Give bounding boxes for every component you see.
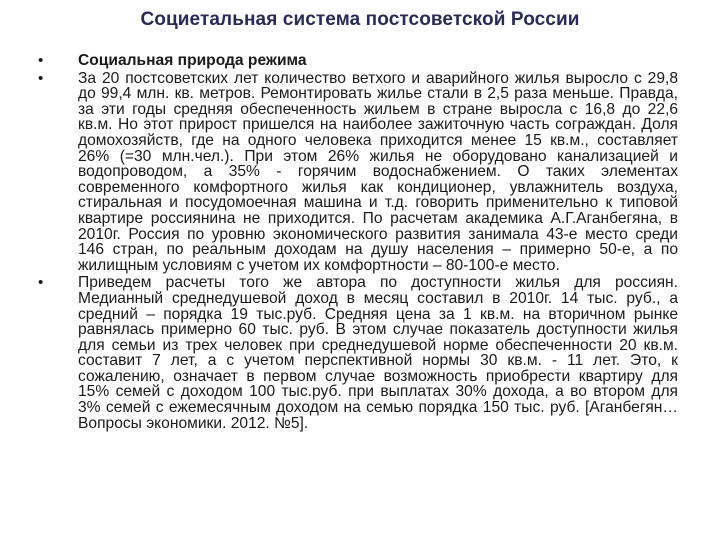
slide-title: Социетальная система постсоветской России — [140, 9, 580, 30]
bullet-item-affordability — [38, 275, 678, 431]
bullet-item-heading — [38, 53, 678, 69]
bullet-text: За 20 постсоветских лет количество ветхого и аварийного жилья выросло с 29,8 до 99,4 млн. кв. метров. Ремонтировать жилье стали в 2,5 раза меньше. Правда, за эти годы средняя обеспеченность жильем в стране выросла с 16,8 до 22,6 кв.м. Но этот прирост пришелся на наиболее зажиточную часть сограждан. Доля домохозяйств, где на одного человека приходится менее 15 кв.м., составляет 26% (=30 млн.чел.). При этом 26% жилья не оборудовано канализацией и водопроводом, а 35% - горячим водоснабжением. О таких элементах современного комфортного жилья как кондиционер, увлажнитель воздуха, стиральная и посудомоечная машина и т.д. говорить применительно к типовой квартире россиянина не приходится. По расчетам академика А.Г.Аганбегяна, в 2010г. Россия по уровню экономического развития занимала 43-е место среди 146 стран, по реальным доходам на душу населения – примерно 50-е, а по жилищным условиям с учетом их комфортности – 80-100-е место. — [78, 69, 678, 274]
bullet-dot-icon: • — [38, 69, 44, 87]
bullet-text: Приведем расчеты того же автора по доступности жилья для россиян. Медианный среднедушевой доход в месяц составил в 2010г. 14 тыс. руб., а средний – порядка 19 тыс.руб. Средняя цена за 1 кв.м. на вторичном рынке равнялась примерно 60 тыс. руб. В этом случае показатель доступности жилья для семьи из трех человек при среднедушевой норме обеспеченности 20 кв.м. составит 7 лет, а с учетом перспективной нормы 30 кв.м. - 11 лет. Это, к сожалению, означает в первом случае возможность приобрести квартиру для 15% семей с доходом 100 тыс.руб. при выплатах 30% дохода, а во втором для 3% семей с ежемесячным доходом на семью порядка 150 тыс. руб. [Аганбегян…Вопросы экономики. 2012. №5]. — [78, 274, 678, 432]
bullet-dot-icon: • — [38, 52, 44, 69]
bullet-item-housing — [38, 71, 678, 274]
bullet-list — [38, 53, 678, 431]
bullet-dot-icon: • — [38, 274, 44, 292]
bullet-text: Социальная природа режима — [78, 52, 307, 69]
